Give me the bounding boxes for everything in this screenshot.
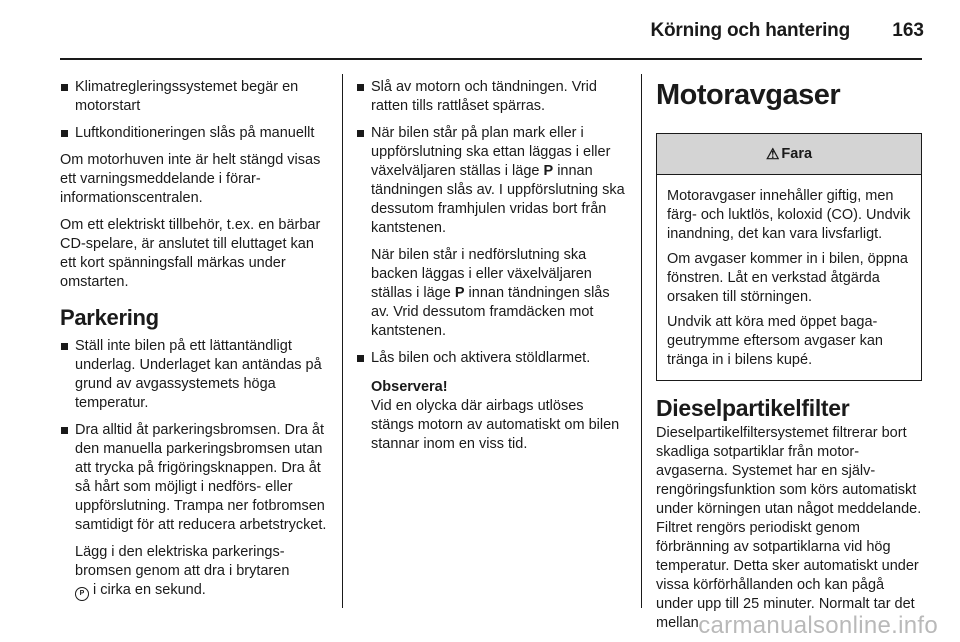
sub-paragraph-text: innan tändningen slås av. Vrid dessutom framdäcken mot kantstenen.	[371, 285, 610, 339]
list-item	[356, 124, 626, 238]
paragraph: Om motorhuven inte är helt stängd visas ett varningsmeddelande i förarinformationscentralen.	[60, 152, 321, 206]
gear-position-p: P	[454, 285, 465, 301]
list-item: Dra alltid åt parkeringsbromsen. Dra åt den manuella parkeringsbromsen utan att trycka på frigöringsknappen. Dra åt så hårt som möjligt i nedförs- eller uppförslutning. Trampa ner fotbromsen samtidigt för att reducera arbetstrycket.	[60, 421, 328, 535]
note	[356, 378, 626, 454]
note-text: Vid en olycka där airbags utlöses stängs motorn av automatiskt om bilen stannar inom en viss tid.	[371, 398, 620, 452]
list-item-text: När bilen står på plan mark eller i uppförslutning ska ettan läggas i eller växelväljaren ställas i läge	[371, 125, 611, 179]
page-header-title: Körning och hantering	[650, 20, 850, 41]
warning-paragraph: Om avgaser kommer in i bilen, öppna fönstren. Låt en verkstad åtgärda orsaken till störningen.	[667, 251, 908, 305]
list-item: Slå av motorn och tändningen. Vrid ratten tills rattlåset spärras.	[356, 78, 626, 116]
sub-paragraph-text-end: i cirka en sekund.	[93, 582, 206, 598]
warning-triangle-icon: ⚠	[765, 145, 780, 163]
gear-position-p: P	[543, 163, 554, 179]
sub-paragraph-text: När bilen står i nedförslutning ska backen läggas i eller växelväljaren ställas i läge	[371, 247, 592, 301]
warning-paragraph: Undvik att köra med öppet bagageutrymme eftersom avgaser kan tränga in i bilens kupé.	[667, 314, 883, 368]
column-divider	[342, 74, 343, 608]
warning-header	[657, 134, 921, 175]
warning-paragraph: Motoravgaser innehåller giftig, men färg- och luktlös, koloxid (CO). Undvik inandning, det kan vara livsfarligt.	[667, 188, 911, 242]
list-item-text: innan tändningen slås av. I uppförslutning ska dessutom framhjulen vridas bort från kantstenen.	[371, 163, 625, 236]
column-divider	[641, 74, 642, 608]
sub-paragraph-text: Lägg i den elektriska parkeringsbromsen genom att dra i brytaren	[75, 544, 290, 579]
section-heading-motoravgaser: Motoravgaser	[656, 79, 841, 111]
list-item: Luftkonditioneringen slås på manuellt	[60, 124, 328, 143]
header-rule	[60, 58, 922, 60]
column-right	[656, 78, 922, 641]
note-title: Observera!	[371, 379, 448, 395]
list-item: Lås bilen och aktivera stöldlarmet.	[356, 349, 626, 368]
column-left	[60, 78, 328, 609]
warning-body	[657, 175, 921, 380]
list-item: Klimatregleringssystemet begär en motorstart	[60, 78, 328, 116]
watermark: carmanualsonline.info	[698, 612, 938, 639]
section-heading-dieselpartikelfilter: Dieselpartikelfilter	[656, 395, 850, 421]
sub-paragraph	[60, 543, 328, 601]
warning-box	[656, 133, 922, 381]
paragraph: Om ett elektriskt tillbehör, t.ex. en bärbar CD-spelare, är anslutet till eluttaget kan ett kort spänningsfall märkas under omstarten.	[60, 217, 321, 290]
list-item: Ställ inte bilen på ett lättantändligt underlag. Underlaget kan antändas på grund av avgassystemets höga temperatur.	[60, 337, 328, 413]
section-heading-parkering: Parkering	[60, 305, 159, 330]
page-number: 163	[892, 20, 924, 41]
paragraph: Dieselpartikelfiltersystemet filtrerar bort skadliga sotpartiklar från motoravgaserna. Systemet har en självrengöringsfunktion som körs automatiskt under körningen utan något meddelande. Filtret rengörs periodiskt genom förbränning av sotpartiklarna vid hög temperatur. Detta sker automatiskt under vissa körförhållanden och kan pågå under upp till 25 minuter. Normalt tar det mellan	[656, 425, 922, 631]
sub-paragraph	[356, 246, 626, 341]
parking-brake-icon: P	[75, 587, 89, 601]
warning-title: Fara	[781, 145, 813, 162]
column-middle	[356, 78, 626, 462]
